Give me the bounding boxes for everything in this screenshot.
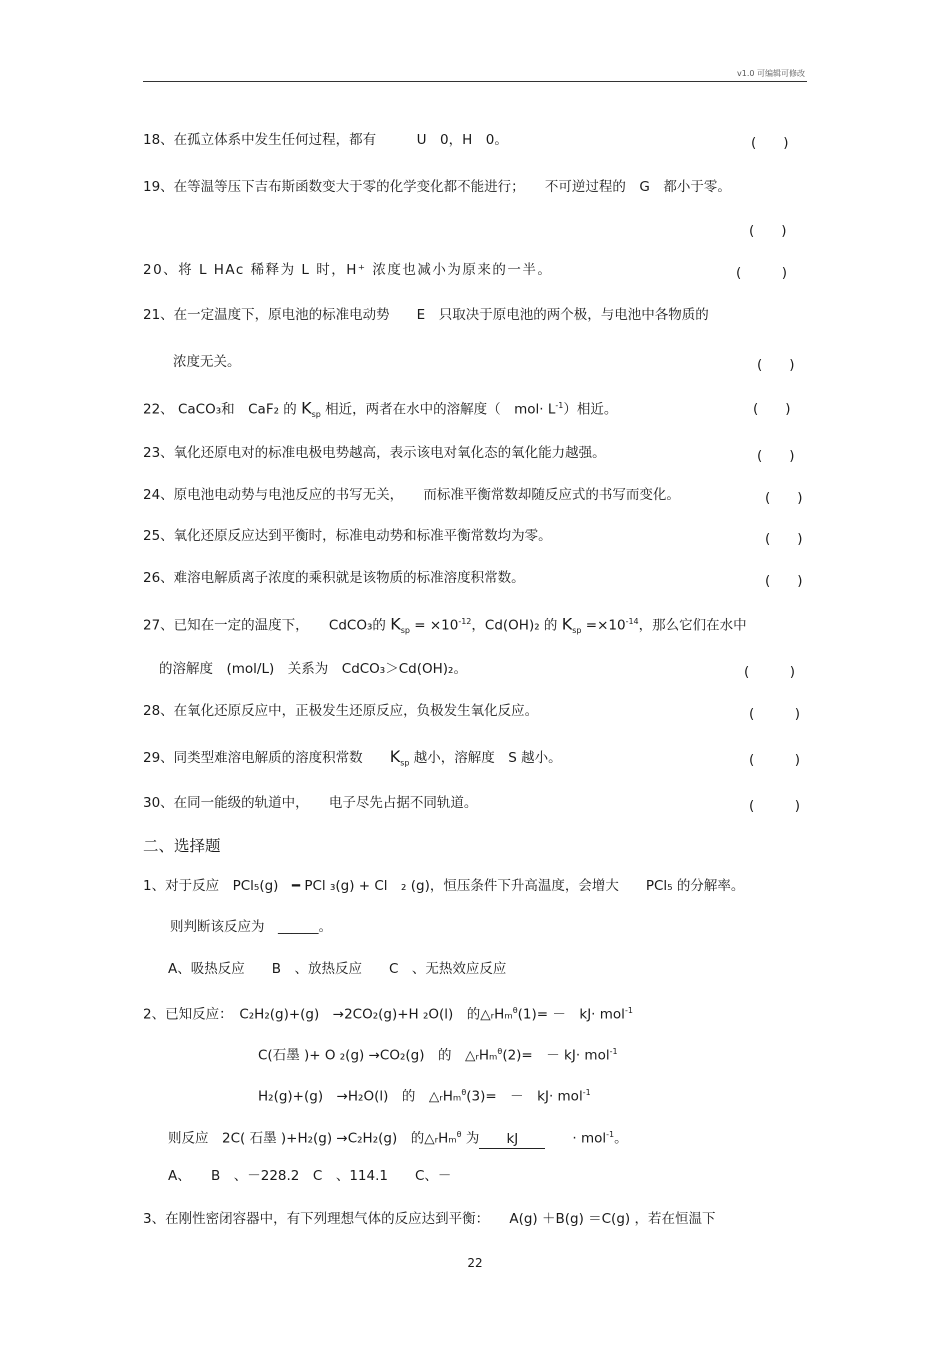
q25-paren: ( )	[765, 531, 803, 547]
q22-paren: ( )	[753, 401, 791, 417]
q29-paren: ( )	[749, 752, 801, 768]
q19-text: 19、在等温等压下吉布斯函数变大于零的化学变化都不能进行； 不可逆过程的 G 都小于零。	[143, 179, 731, 195]
q20-text: 20、将 L HAc 稀释为 L 时，H⁺ 浓度也减小为原来的一半。	[143, 262, 553, 278]
q18-paren: ( )	[751, 135, 789, 151]
c3-line1: 3、在刚性密闭容器中，有下列理想气体的反应达到平衡： A(g) ＋B(g) ＝C(g) ，若在恒温下	[143, 1211, 716, 1227]
q20-paren: ( )	[736, 265, 788, 281]
q22-text: 22、 CaCO₃和 CaF₂ 的 $K_{sp}$ 相近，两者在水中的溶解度（ $mol\cdot L^{-1}$）相近。	[143, 398, 618, 420]
q26-text: 26、难溶电解质离子浓度的乘积就是该物质的标准溶度积常数。	[143, 570, 525, 586]
q29-text: 29、同类型难溶电解质的溶度积常数 $K_{sp}$ 越小，溶解度 S 越小。	[143, 747, 562, 768]
q23-paren: ( )	[757, 448, 795, 464]
q24-paren: ( )	[765, 490, 803, 506]
q25-text: 25、氧化还原反应达到平衡时，标准电动势和标准平衡常数均为零。	[143, 528, 552, 544]
q27-text: 27、已知在一定的温度下， CdCO₃的 $K_{sp} = \times 10^{-12}$，Cd(OH)₂ 的 $K_{sp} =\times 10^{-14}$，那么它们在水中	[143, 614, 747, 636]
c2-options: A、 B 、－228.2 C 、114.1 C、－	[168, 1168, 452, 1184]
c2-question: 则反应 2C( 石墨 )+H₂(g) →C₂H₂(g) 的△ᵣHₘ$^\theta$ 为 kJ · mol$^{-1}$。	[168, 1130, 628, 1147]
q30-paren: ( )	[749, 798, 801, 814]
c2-reaction-3: H₂(g)+(g) →H₂O(l) 的 △ᵣHₘ$^\theta$(3)= － kJ· mol$^{-1}$	[258, 1088, 591, 1105]
c2-reaction-2: C(石墨 )+ O ₂(g) →CO₂(g) 的 △ᵣHₘ$^\theta$(2)= － kJ· mol$^{-1}$	[258, 1047, 618, 1064]
c1-options: A、吸热反应 B 、放热反应 C 、无热效应反应	[168, 961, 507, 977]
q24-text: 24、原电池电动势与电池反应的书写无关， 而标准平衡常数却随反应式的书写而变化。	[143, 487, 680, 503]
q28-text: 28、在氧化还原反应中，正极发生还原反应，负极发生氧化反应。	[143, 703, 539, 719]
q28-paren: ( )	[749, 706, 801, 722]
c2-reaction-1: 2、已知反应： C₂H₂(g)+(g) →2CO₂(g)+H ₂O(l) 的△ᵣHₘ$^\theta$(1)= － kJ· mol$^{-1}$	[143, 1006, 633, 1023]
c1-line1: 1、对于反应 PCl₅(g) ━ PCl ₃(g) + Cl ₂ (g)，恒压条件下升高温度，会增大 PCl₅ 的分解率。	[143, 878, 745, 894]
header-version: v1.0 可编辑可修改	[737, 69, 805, 78]
q21-text: 21、在一定温度下，原电池的标准电动势 E 只取决于原电池的两个极，与电池中各物质的	[143, 307, 709, 323]
page-number: 22	[467, 1256, 483, 1270]
q21-cont: 浓度无关。	[173, 354, 241, 370]
q23-text: 23、氧化还原电对的标准电极电势越高，表示该电对氧化态的氧化能力越强。	[143, 445, 606, 461]
q27-cont: 的溶解度 (mol/L) 关系为 CdCO₃＞Cd(OH)₂。	[159, 661, 467, 677]
q27-paren: ( )	[744, 664, 796, 680]
q18-text: 18、在孤立体系中发生任何过程，都有 U 0，H 0。	[143, 132, 508, 148]
q26-paren: ( )	[765, 573, 803, 589]
c1-line2: 则判断该反应为 ______。	[170, 919, 332, 935]
section-title: 二、选择题	[143, 837, 221, 855]
header-rule	[143, 81, 807, 82]
q21-paren: ( )	[757, 357, 795, 373]
q30-text: 30、在同一能级的轨道中， 电子尽先占据不同轨道。	[143, 795, 478, 811]
q19-paren: ( )	[749, 223, 787, 239]
